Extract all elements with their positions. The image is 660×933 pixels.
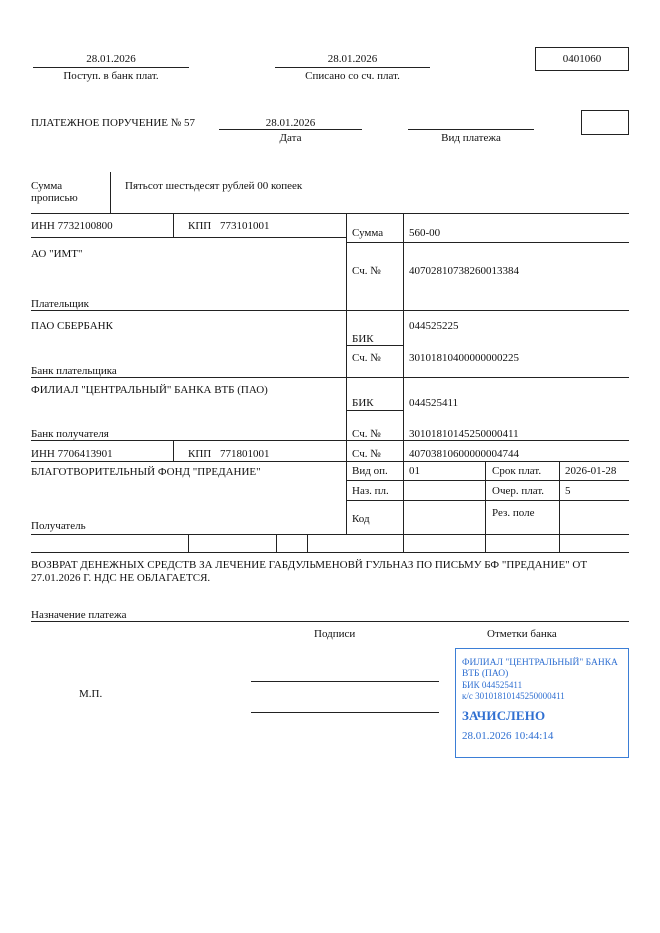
payment-order-value: 5	[565, 485, 571, 497]
payer-inn: ИНН 7732100800	[31, 220, 113, 232]
form-code: 0401060	[562, 53, 602, 65]
payment-type-line	[408, 129, 534, 130]
payment-purpose-text: ВОЗВРАТ ДЕНЕЖНЫХ СРЕДСТВ ЗА ЛЕЧЕНИЕ ГАБДУЛЬМЕНОВЙ ГУЛЬНАЗ ПО ПИСЬМУ БФ "ПРЕДАНИЕ" ОТ 27.01.2026 Г. НДС НЕ ОБЛАГАЕТСЯ.	[31, 559, 588, 584]
grid-line	[31, 310, 629, 311]
payer-account: 40702810738260013384	[409, 265, 519, 277]
document-title: ПЛАТЕЖНОЕ ПОРУЧЕНИЕ № 57	[31, 117, 196, 129]
grid-line	[31, 534, 629, 535]
payee-inn: ИНН 7706413901	[31, 448, 113, 460]
grid-vline	[403, 534, 404, 552]
grid-vline	[485, 461, 486, 534]
payer-bank-label: Банк плательщика	[31, 365, 117, 377]
operation-type-value: 01	[409, 465, 420, 477]
grid-vline	[276, 534, 277, 552]
stamp-line-1: ФИЛИАЛ "ЦЕНТРАЛЬНЫЙ" БАНКА	[462, 658, 618, 668]
code-label: Код	[352, 513, 370, 525]
amount-label: Сумма	[352, 227, 384, 239]
amount-words-value: Пятьсот шестьдесят рублей 00 копеек	[125, 180, 303, 192]
grid-vline	[173, 213, 174, 237]
stamp-line-3: БИК 044525411	[462, 680, 523, 690]
debited-date-line	[275, 67, 430, 68]
payee-bank-bik: 044525411	[409, 397, 459, 409]
payer-kpp: 773101001	[220, 220, 270, 232]
signature-line-1	[251, 681, 439, 682]
grid-line	[346, 500, 629, 501]
payer-kpp-label: КПП	[188, 220, 212, 232]
document-date-label: Дата	[279, 132, 302, 144]
reserve-field-label: Рез. поле	[492, 507, 535, 519]
grid-line	[31, 552, 629, 553]
payment-type-label: Вид платежа	[441, 132, 501, 144]
amount-words-divider	[110, 172, 111, 213]
document-date-line	[219, 129, 362, 130]
seal-label: М.П.	[79, 688, 103, 700]
payee-name: БЛАГОТВОРИТЕЛЬНЫЙ ФОНД "ПРЕДАНИЕ"	[31, 466, 261, 478]
payee-bank-account-label: Сч. №	[352, 428, 381, 440]
payer-bank-account: 30101810400000000225	[409, 352, 519, 364]
payee-kpp-label: КПП	[188, 448, 212, 460]
payee-kpp: 771801001	[220, 448, 270, 460]
grid-line	[31, 377, 629, 378]
amount-value: 560-00	[409, 227, 441, 239]
payer-bank-account-label: Сч. №	[352, 352, 381, 364]
payer-bank-name: ПАО СБЕРБАНК	[31, 320, 113, 332]
payee-account: 40703810600000004744	[409, 448, 519, 460]
document-date: 28.01.2026	[265, 117, 316, 129]
grid-line	[346, 410, 403, 411]
grid-line	[31, 440, 629, 441]
grid-line	[31, 461, 629, 462]
grid-line	[346, 480, 629, 481]
payer-account-label: Сч. №	[352, 265, 381, 277]
stamp-line-4: к/с 30101810145250000411	[462, 691, 565, 701]
grid-line	[346, 345, 403, 346]
received-date-line	[33, 67, 189, 68]
amount-words-label-2: прописью	[31, 192, 78, 204]
grid-vline	[559, 534, 560, 552]
received-date: 28.01.2026	[86, 53, 136, 65]
grid-vline	[485, 534, 486, 552]
payee-bank-label: Банк получателя	[31, 428, 109, 440]
bank-marks-label: Отметки банка	[487, 628, 557, 640]
signature-line-2	[251, 712, 439, 713]
payee-label: Получатель	[31, 520, 86, 532]
payment-purpose-label: Назначение платежа	[31, 609, 127, 621]
grid-vline	[346, 213, 347, 534]
debited-label: Списано со сч. плат.	[305, 70, 400, 82]
operation-type-label: Вид оп.	[352, 465, 388, 477]
stamp-line-2: ВТБ (ПАО)	[462, 669, 509, 679]
payee-account-label: Сч. №	[352, 448, 381, 460]
grid-vline	[403, 213, 404, 534]
payment-term-value: 2026-01-28	[565, 465, 617, 477]
payer-bank-bik-label: БИК	[352, 333, 374, 345]
payee-bank-bik-label: БИК	[352, 397, 374, 409]
debited-date: 28.01.2026	[327, 53, 378, 65]
payer-name: АО "ИМТ"	[31, 248, 83, 260]
grid-line	[31, 213, 629, 214]
purpose-line	[31, 621, 629, 622]
grid-vline	[559, 461, 560, 534]
grid-vline	[173, 440, 174, 461]
signatures-label: Подписи	[314, 628, 356, 640]
purpose-code-label: Наз. пл.	[352, 485, 389, 497]
amount-words-label-1: Сумма	[31, 180, 63, 192]
payment-order-label: Очер. плат.	[492, 485, 545, 497]
stamp-datetime: 28.01.2026 10:44:14	[462, 730, 554, 742]
payee-bank-name: ФИЛИАЛ "ЦЕНТРАЛЬНЫЙ" БАНКА ВТБ (ПАО)	[31, 384, 268, 396]
received-label: Поступ. в банк плат.	[63, 70, 159, 82]
payee-bank-account: 30101810145250000411	[409, 428, 519, 440]
grid-line	[31, 237, 346, 238]
grid-line	[346, 242, 629, 243]
payer-status-box	[581, 110, 629, 135]
grid-vline	[307, 534, 308, 552]
stamp-status: ЗАЧИСЛЕНО	[462, 708, 546, 723]
payment-term-label: Срок плат.	[492, 465, 542, 477]
grid-vline	[188, 534, 189, 552]
payer-bank-bik: 044525225	[409, 320, 459, 332]
payer-label: Плательщик	[31, 298, 89, 310]
bank-stamp	[455, 648, 629, 758]
